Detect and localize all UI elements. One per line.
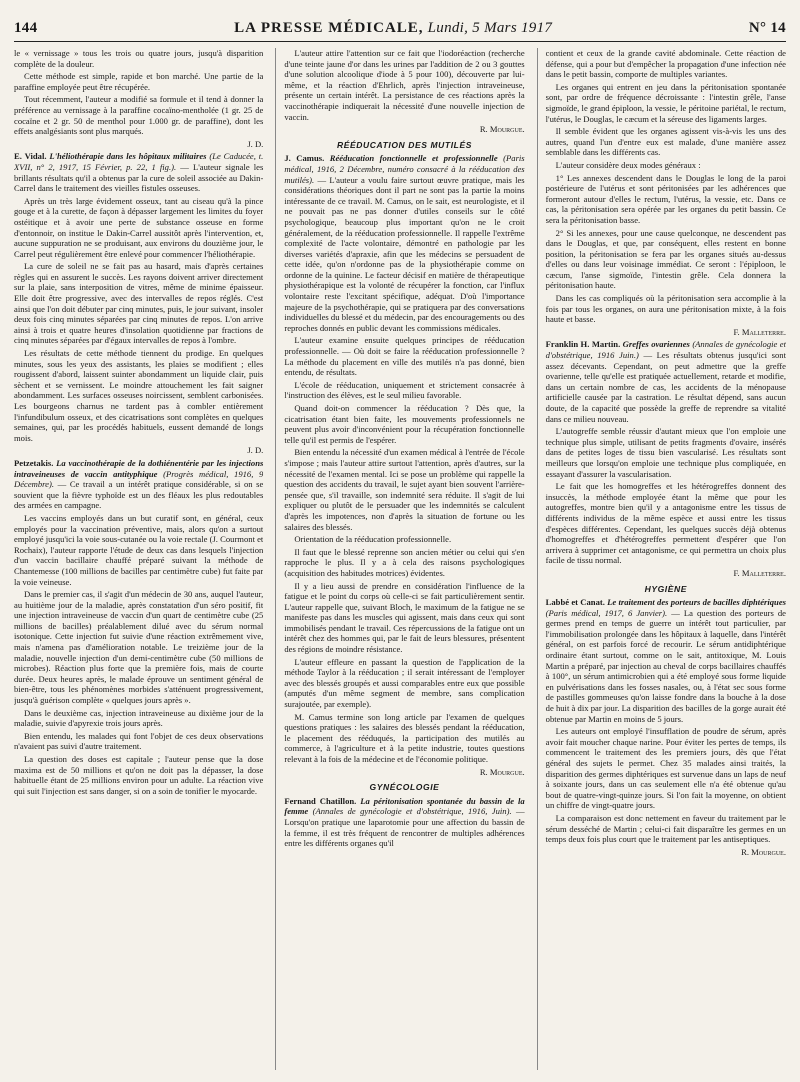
article-source: (Paris médical, 1917, 6 Janvier). [545,607,668,618]
article-source: (Paris médical, 1916, 2 Décembre, numéro consacré à la rééducation des mutilés). [284,153,525,185]
text-columns [14,48,786,1070]
paragraph: Orientation de la rééducation professionnelle. [294,534,452,545]
paragraph: L'auteur considère deux modes généraux : [555,159,701,170]
article-martin [546,339,786,424]
paragraph: Dans le deuxième cas, injection intraveineuse au dixième jour de la maladie, suivie d'apyrexie trois jours après. [14,707,264,729]
article-title: Greffes ovariennes [622,339,690,350]
section-heading: RÉÉDUCATION DES MUTILÉS [336,139,472,150]
article-title: La vaccinothérapie de la dothiénentérie par les injections intraveineuses de vaccin antityphique [14,457,264,479]
column-1 [14,48,263,1070]
article-chatillon [284,796,524,849]
paragraph: L'école de rééducation, uniquement et strictement consacrée à l'instruction des élèves, est le seul milieu favorable. [284,379,525,401]
article-source: (Le Caducée, t. XVII, n° 2, 1917, 15 Février, p. 22, 1 fig.). [14,151,264,172]
paragraph: Après un très large évidement osseux, tant au ciseau qu'à la pince gouge et à la curette, de façon à dépasser largement les limites du foyer ostéitique et à avoir une perte de substance osseuse en forme d'entonnoir, on institue le Dakin-Carrel aussitôt après l'intervention, et, aucune suppuration ne se produisant, aux environs du douzième jour, le Carrel peut régulièrement être enlevé pour commencer l'héliothérapie. [14,195,264,259]
article-source: (Progrès médical, 1916, 9 Décembre). [14,468,264,490]
paragraph: Dans les cas compliqués où la péritonisation sera accomplie à la fois par tous les organes, on aura une péritonisation mixte, à la fois haute et basse. [545,293,786,325]
paragraph: L'auteur attire l'attention sur ce fait que l'iodoréaction (recherche d'une teinte jaune d'or dans les urines par l'addition de 2 ou 3 gouttes d'une solution alcoolique d'iode à 5 pour 100), découverte par lui-même, et la réaction d'Ehrlich, après l'injection intraveineuse, présente un certain intérêt. La persistance de ces réactions après la vaccinothérapie indiquerait la nécessité d'une nouvelle injection de vaccin. [284,48,525,122]
article-text: — Lorsqu'on pratique une laparotomie pour une affection du bassin de la femme, il est très fréquent de rencontrer de multiples adhérences entre les différents organes qu'il [284,806,525,849]
signature: J. D. [247,138,264,149]
article-author: Labbé et Canat. [545,597,605,608]
paragraph: Les vaccins employés dans un but curatif sont, en général, ceux employés pour la vaccination préventive, mais, alors qu'on a surtout employé jusqu'ici la voie sous-cutanée ou la voie rectale (J. Courmont et Rochaix), l'auteur rapporte l'étude de deux cas dans lesquels l'injection d'un vaccin bacillaire chauffé préparé suivant la méthode de Chantemesse (100 millions de bacilles par centimètre cube) fut faite par la voie veineuse. [14,512,264,587]
paragraph: 2° Si les annexes, pour une cause quelconque, ne descendent pas dans le Douglas, et que, par conséquent, elles restent en bonne position, la péritonisation se fera par les organes situés au-dessus d'elles ou dans leur voisinage immédiat. Ce seront : l'épiploon, le cæcum, l'anse sigmoïde, l'intestin grêle. Cela donnera la péritonisation haute. [545,227,786,291]
paragraph: L'autogreffe semble réussir d'autant mieux que l'on emploie une technique plus simple, utilisant de petits fragments d'ovaire, insérés dans de petites loges de tissu bien vascularisé. Les résultats sont meilleurs que lorsqu'on emploie une technique plus compliquée, en essayant d'assurer la vascularisation. [545,426,786,479]
article-author: Franklin H. Martin. [545,339,621,350]
article-labbe-canat [546,597,786,724]
article-title: Le traitement des porteurs de bacilles diphtériques [607,597,786,608]
journal-heading [234,20,552,37]
signature: F. Malleterre. [733,567,786,578]
signature: J. D. [247,445,264,456]
journal-title: LA PRESSE MÉDICALE, [234,20,424,36]
paragraph: Dans le premier cas, il s'agit d'un médecin de 30 ans, auquel l'auteur, au huitième jour de la maladie, après constatation d'un séro positif, fit une injection intraveineuse de vaccin d'un quart de centimètre cube (25 millions de bacilles) préalablement dilué avec du sérum normal isotonique. Cette injection fut suivie d'une réaction extrêmement vive, mais n'amena pas d'amélioration notable. Le treizième jour de la maladie, nouvelle injection d'un demi-centimètre cube (50 millions de microbes). Réaction plus forte que la première fois, mais de courte durée. Deux heures après, le malade éprouve un sentiment général de bien-être, tous les phénomènes morbides s'atténuent progressivement, jusqu'à guérison complète « quelques jours après ». [14,589,264,706]
issue-number: N° 14 [748,20,786,36]
paragraph: Il y a lieu aussi de prendre en considération l'influence de la fatigue et le point du corps où celle-ci se fait particulièrement sentir. L'auteur rappelle que, suivant Bloch, le maximum de la fatigue ne se manifeste pas dans les muscles qui agissent, mais dans ceux qui sont immobilisés pendant le travail. Ces répercussions de la fatigue ont un intérêt chez des hommes qui, par le fait de leurs blessures, présentent des régions de moindre résistance. [284,580,525,655]
page-header [14,20,786,42]
paragraph: Les organes qui entrent en jeu dans la péritonisation spontanée sont, par ordre de fréquence décroissante : l'intestin grêle, l'anse sigmoïde, le grand épiploon, la vessie, le péritoine pariétal, le rectum, l'utérus, le Douglas, le cæcum et la séreuse des ligaments larges. [545,81,786,124]
paragraph: Il faut que le blessé reprenne son ancien métier ou celui qui s'en rapproche le plus. Il y a à cela des raisons psychologiques (acquisition des habitudes motrices) évidentes. [284,546,525,578]
article-text: — Ce travail a un intérêt pratique considérable, si on se souvient que la fièvre typhoïde est un des fléaux les plus redoutables des armées en campagne. [14,479,264,511]
signature: F. Malleterre. [733,326,786,337]
paragraph: contient et ceux de la grande cavité abdominale. Cette réaction de défense, qui a pour but d'empêcher la propagation d'une infection née dans le petit bassin, comporte de multiples variantes. [545,48,786,80]
signature: R. Mourgue. [479,766,525,777]
paragraph: Les résultats de cette méthode tiennent du prodige. En quelques minutes, sous les yeux des assistants, les plaies se modifient ; elles rougissent d'abord, laissent suinter abondamment un liquide clair, puis sèchent et se vernissent. Le moindre attouchement les fait saigner abondamment. Les surfaces osseuses noircissent, semblent carbonisées. Les bourgeons charnus ne tardent pas à combler entièrement l'infundibulum osseux, et des cicatrisations sont complètes en quelques semaines, qui, par les procédés habituels, eussent demandé de longs mois. [14,348,264,443]
section-heading: HYGIÈNE [644,583,688,594]
article-text: — Les résultats obtenus jusqu'ici sont assez décevants. Cependant, on peut admettre que la greffe ovarienne, telle qu'elle est pratiquée actuellement, retarde et modifie, dans un certain nombre de cas, les accidents de la ménopause artificielle causée par la castration. Le résultat dépend, sans aucun doute, de la capacité que possède la greffe de reprendre sa vitalité dans ce milieu nouveau. [545,350,786,424]
paragraph: Tout récemment, l'auteur a modifié sa formule et il tend à donner la préférence au vernissage à la paraffine cocaïno-mentholée (1 gr. 25 de cocaïne et 2 gr. 50 de menthol pour 1.000 gr. de paraffine), dont les effets analgésiants sont plus marqués. [14,94,264,137]
paragraph: M. Camus termine son long article par l'examen de quelques questions pratiques : les salaires des blessés pendant la rééducation, le placement des rééduqués, la participation des mutilés au commerce, à l'agriculture et à la petite industrie, toutes questions relevant à la fois de la médecine et de l'économie politique. [284,711,525,764]
article-text: — L'auteur signale les brillants résultats qu'il a obtenus par la cure de soleil associée au Dakin-Carrel dans le traitement des vieilles fistules osseuses. [14,161,264,194]
paragraph: le « vernissage » tous les trois ou quatre jours, jusqu'à disparition complète de la douleur. [14,48,264,69]
signature: R. Mourgue. [479,124,525,135]
column-3 [537,48,786,1070]
article-petzetakis [14,458,263,511]
paragraph: L'auteur effleure en passant la question de l'application de la méthode Taylor à la rééducation ; il serait intéressant de l'employer avec des blessés groupés et aussi comparables entre eux que possible (amputés d'un même segment de membre, sans complication surajoutée, par exemple). [284,656,525,710]
paragraph: La comparaison est donc nettement en faveur du traitement par le sérum desséché de Martin ; celui-ci fait disparaître les germes en un temps deux fois plus court que le traitement par les antiseptiques. [545,812,786,845]
paragraph: Bien entendu la nécessité d'un examen médical à l'entrée de l'école s'impose ; mais l'auteur attire surtout l'attention, après d'autres, sur la nécessité de l'examen mental. Ici se pose un problème qui rappelle la question des accidents du travail, le sujet ayant bien souvent l'arrière-pensée que, s'il travaille, son indemnité sera réduite. Il s'agit de lui expliquer ou plutôt de le persuader que les indemnités se calculent d'après les impotences, non d'après la situation de fortune ou les salaires des blessés. [284,447,525,532]
article-source: (Annales de gynécologie et d'obstétrique, 1916, Juin). [312,806,512,817]
paragraph: Cette méthode est simple, rapide et bon marché. Une partie de la paraffine employée peut être récupérée. [14,71,264,92]
paragraph: L'auteur examine ensuite quelques principes de rééducation professionnelle. — Où doit se faire la rééducation professionnelle ? La méthode du placement en ville des mutilés n'a pas donné, bien entendu, de résultats. [284,335,525,378]
paragraph: 1° Les annexes descendent dans le Douglas le long de la paroi postérieure de l'utérus et sont péritonisées par les adhérences que formeront autour d'elles le rectum, l'utérus, la vessie, etc. Dans ce cas, la péritonisation sera opérée par les organes du petit bassin. Ce sera la péritonisation basse. [545,172,786,225]
issue-date: Lundi, 5 Mars 1917 [427,20,553,36]
article-author: E. Vidal. [14,151,47,162]
article-text: — L'auteur a voulu faire surtout œuvre pratique, mais les considérations théoriques dont il part ne sont pas la partie la moins intéressante de ce travail. M. Camus, on le sait, est neurologiste, et il ne pouvait pas ne pas donner d'utiles conseils sur le côté psychologique, beaucoup plus important qu'on ne le croit généralement, de la rééducation professionnelle. Il rappelle l'extrême complexité de l'acte volontaire, démontré en pathologie par les diverses variétés d'apraxie, afin que les médecins se persuadent de cette idée, qu'on n'ordonne pas de la physiothérapie comme on ordonne de la quinine. Le facteur décisif en matière de thérapeutique physiothérapique est la volonté de récupérer la fonction, car l'influx volontaire reste l'excitant spécifique, adéquat. D'où l'importance majeure de la psychothérapie, qui se pratiquera par des conversations individuelles du blessé et du médecin, par des encouragements ou des reproches donnés en public devant les commissions médicales. [284,174,525,333]
paragraph: Quand doit-on commencer la rééducation ? Dès que, la cicatrisation étant bien faite, les mouvements professionnels ne peuvent plus avoir d'inconvénient pour la récupération fonctionnelle telle qu'il est permis de l'espérer. [284,403,525,445]
article-source: (Annales de gynécologie et d'obstétrique, 1916 Juin.) [545,339,786,361]
article-text: — La question des porteurs de germes prend en temps de guerre un intérêt tout particulier, par l'immobilisation prolongée dans les hôpitaux à laquelle, dans l'intérêt général, on est parfois forcé de recourir. Le sérum antidiphtérique ordinaire étant surtout, comme on le sait, antitoxique, M. Louis Martin a préparé, par injection au cheval de corps bacillaires chauffés à 100°, un sérum antimicrobien qui a été employé sous forme liquide en pulvérisations dans les fosses nasales, ou, à l'état sec sous forme de pastilles gommeuses qu'on laisse fondre dans la bouche à la dose de huit à dix par jour. La disparition des bacilles de la gorge aurait été obtenue par Martin en moins de 5 jours. [545,607,786,724]
article-title: La péritonisation spontanée du bassin de la femme [284,795,525,817]
paragraph: Bien entendu, les malades qui font l'objet de ces deux observations n'avaient pas suivi d'autre traitement. [14,730,264,752]
article-camus [284,153,524,333]
signature: R. Mourgue. [741,846,786,857]
article-author: Fernand Chatillon. [284,795,357,806]
page-number: 144 [14,20,38,36]
section-heading: GYNÉCOLOGIE [369,782,440,793]
column-2 [275,48,524,1070]
article-author: Petzetakis. [14,457,54,468]
article-vidal [14,151,263,193]
paragraph: Il semble évident que les organes agissent vis-à-vis les uns des autres, quand l'un d'entre eux est malade, d'une manière assez semblable dans les différents cas. [545,126,786,158]
article-author: J. Camus. [284,153,325,164]
article-title: Rééducation fonctionnelle et professionnelle [329,153,498,164]
paragraph: Les auteurs ont employé l'insufflation de poudre de sérum, après avoir fait moucher chaque narine. Pour éviter les pertes de temps, ils commencent le traitement des les premiers jours, dès que l'état général des sujets le permet. Chez 35 malades ainsi traités, la disparition des germes diphtériques est survenue dans un laps de neuf à soixante jours, dans un cas seulement elle n'a été obtenue qu'au bout de quatre-vingt-quinze jours. Si l'on fait la moyenne, on obtient un chiffre de vingt-quatre jours. [545,726,786,811]
paragraph: La question des doses est capitale ; l'auteur pense que la dose maxima est de 50 millions et qu'on ne doit pas la dépasser, la dose habituelle étant de 25 millions environ pour un adulte. La réaction vive qui suit l'injection est sans danger, si on a soin de tonifier le myocarde. [14,754,264,796]
article-title: L'héliothérapie dans les hôpitaux militaires [49,151,207,162]
paragraph: La cure de soleil ne se fait pas au hasard, mais d'après certaines règles qui en assurent le succès. Les rayons doivent arriver directement sur la plaie, sans interposition de vitres, même de minime épaisseur. Elle doit être progressive, avec des intervalles de repos réglés. C'est ainsi que l'on doit débuter par cinq minutes, puis, le jour suivant, insoler deux fois cinq minutes séparées par cinq minutes de repos. L'on arrive ainsi à trois et quatre heures d'insolation quotidienne par fractions de cinq minutes séparées par d'égaux intervalles de repos à l'ombre. [14,261,264,346]
paragraph: Le fait que les homogreffes et les hétérogreffes donnent des insuccès, la méthode employée étant la même que pour les autogreffes, montre bien qu'il y a antagonisme entre les tissus de différents individus de la même espèce et aussi entre les tissus d'espèces différentes. Cependant, les quelques succès déjà obtenus d'homogreffes et d'hétérogreffes permettent d'espérer que l'on arrivera à supprimer cet antagonisme, ce qui permettra un choix plus facile de tissu normal. [545,481,786,566]
